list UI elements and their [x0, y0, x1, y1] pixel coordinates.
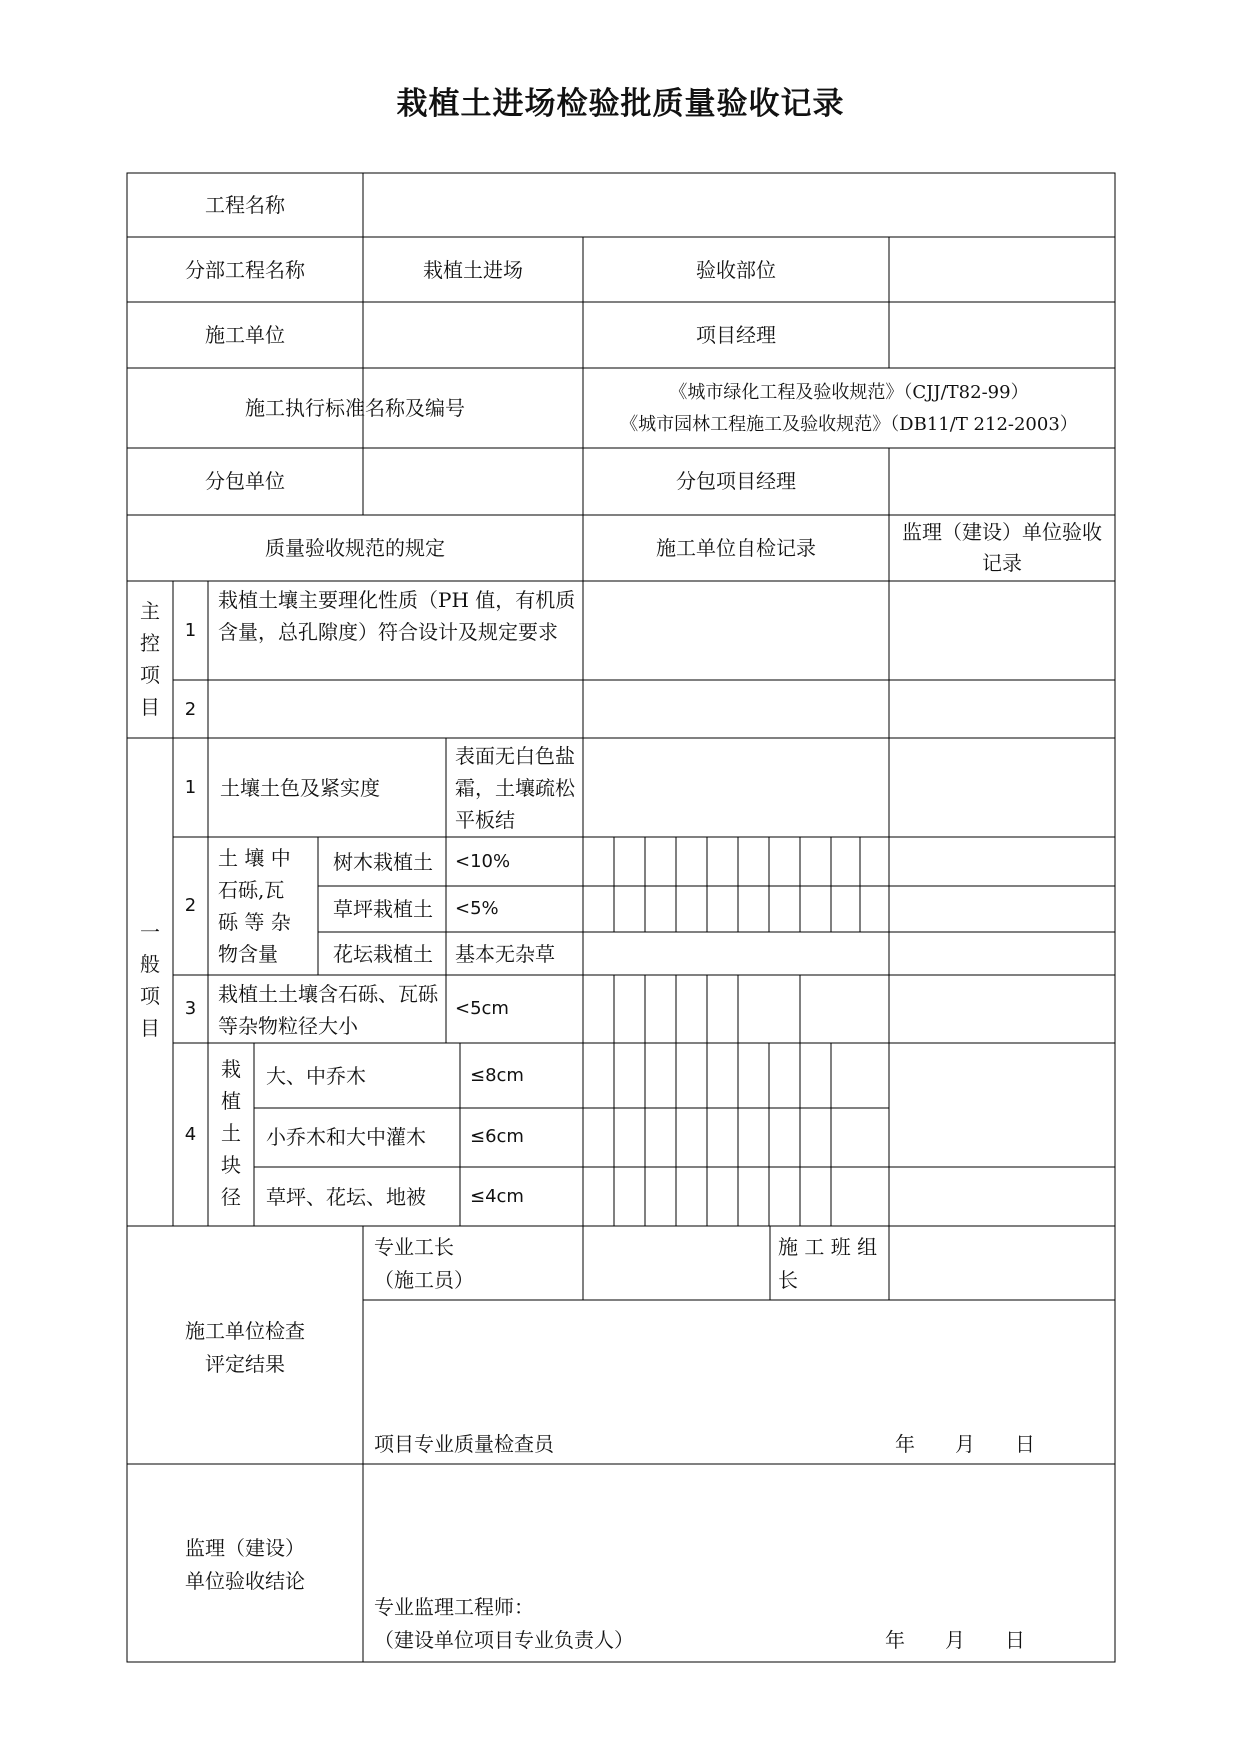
label-line: 长 — [778, 1268, 798, 1292]
owner-label: （建设单位项目专业负责人） — [374, 1628, 634, 1652]
foreman-label — [374, 1231, 474, 1297]
item4-row3-name: 草坪、花坛、地被 — [266, 1185, 426, 1209]
label-line: 土 壤 中 — [218, 846, 291, 870]
label-line: 施 工 班 组 — [778, 1235, 878, 1259]
general-item-3-no: 3 — [184, 998, 197, 1019]
group-char: 控 — [140, 631, 160, 655]
item4-row2-name: 小乔木和大中灌木 — [266, 1125, 426, 1149]
subcontract-manager-label: 分包项目经理 — [676, 469, 796, 493]
sub-project-value: 栽植土进场 — [423, 258, 523, 282]
label-char: 土 — [221, 1121, 241, 1145]
standard-2: 《城市园林工程施工及验收规范》（DB11/T 212-2003） — [620, 414, 1078, 435]
group-char: 般 — [140, 952, 160, 976]
standard-label: 施工执行标准名称及编号 — [245, 396, 465, 420]
item4-row1-name: 大、中乔木 — [266, 1064, 366, 1088]
group-char: 目 — [140, 1016, 160, 1040]
label-line: 石砾,瓦 — [218, 878, 285, 902]
col-self-check: 施工单位自检记录 — [656, 536, 816, 560]
check-result-label — [127, 1315, 363, 1381]
label-line: 专业工长 — [374, 1235, 454, 1259]
general-item-4-label — [208, 1053, 254, 1213]
item2-row3-value: 基本无杂草 — [455, 942, 555, 966]
document-title: 栽植土进场检验批质量验收记录 — [396, 86, 845, 122]
main-item-2-no: 2 — [184, 699, 197, 720]
item4-row3-value: ≤4cm — [470, 1186, 524, 1207]
inspector-label: 项目专业质量检查员 — [374, 1432, 554, 1456]
general-item-3-text: 栽植土土壤含石砾、瓦砾等杂物粒径大小 — [218, 982, 438, 1038]
label-line: 施工单位检查 — [185, 1319, 305, 1343]
main-item-1-no: 1 — [184, 620, 197, 641]
col-supervisor: 监理（建设）单位验收记录 — [902, 520, 1102, 575]
group-char: 一 — [140, 920, 160, 944]
col-spec: 质量验收规范的规定 — [265, 536, 445, 560]
subcontractor-label: 分包单位 — [205, 469, 285, 493]
label-line: 监理（建设） — [185, 1536, 305, 1560]
label-char: 栽 — [221, 1057, 241, 1081]
item2-row1-value: <10% — [455, 851, 511, 872]
date-label: 年 月 日 — [895, 1432, 1035, 1456]
group-char: 项 — [140, 663, 160, 687]
general-item-1-value: 表面无白色盐霜，土壤疏松平板结 — [455, 744, 575, 832]
label-line: 砾 等 杂 — [218, 910, 291, 934]
project-name-label: 工程名称 — [205, 193, 285, 217]
standard-1: 《城市绿化工程及验收规范》（CJJ/T82-99） — [669, 382, 1029, 403]
group-char: 项 — [140, 984, 160, 1008]
group-char: 主 — [140, 599, 160, 623]
sub-project-label: 分部工程名称 — [185, 258, 305, 282]
main-item-1-text: 栽植土壤主要理化性质（PH 值，有机质含量，总孔隙度）符合设计及规定要求 — [218, 588, 576, 644]
main-items-group-label — [127, 595, 173, 723]
general-items-group-label — [127, 916, 173, 1044]
engineer-label: 专业监理工程师： — [374, 1595, 534, 1619]
group-char: 目 — [140, 695, 160, 719]
label-char: 径 — [221, 1185, 241, 1209]
label-line: （施工员） — [374, 1268, 474, 1292]
general-item-1-text: 土壤土色及紧实度 — [220, 776, 380, 800]
label-line: 单位验收结论 — [185, 1569, 305, 1593]
item2-row1-name: 树木栽植土 — [333, 850, 433, 874]
general-item-1-no: 1 — [184, 777, 197, 798]
label-char: 植 — [221, 1089, 241, 1113]
item4-row1-value: ≤8cm — [470, 1065, 524, 1086]
acceptance-location-label: 验收部位 — [696, 258, 776, 282]
item2-row2-name: 草坪栽植土 — [333, 897, 433, 921]
item4-row2-value: ≤6cm — [470, 1126, 524, 1147]
supervision-label — [127, 1532, 363, 1598]
construction-unit-label: 施工单位 — [205, 323, 285, 347]
general-item-4-no: 4 — [184, 1124, 197, 1145]
label-line: 物含量 — [218, 942, 278, 966]
item2-row3-name: 花坛栽植土 — [333, 942, 433, 966]
team-leader-label — [778, 1231, 877, 1297]
date-label-2: 年 月 日 — [885, 1628, 1025, 1652]
item2-row2-value: <5% — [455, 898, 499, 919]
general-item-2-no: 2 — [184, 895, 197, 916]
general-item-2-label — [218, 842, 291, 970]
label-line: 评定结果 — [205, 1352, 285, 1376]
project-manager-label: 项目经理 — [696, 323, 776, 347]
general-item-3-value: <5cm — [455, 998, 509, 1019]
label-char: 块 — [221, 1153, 241, 1177]
